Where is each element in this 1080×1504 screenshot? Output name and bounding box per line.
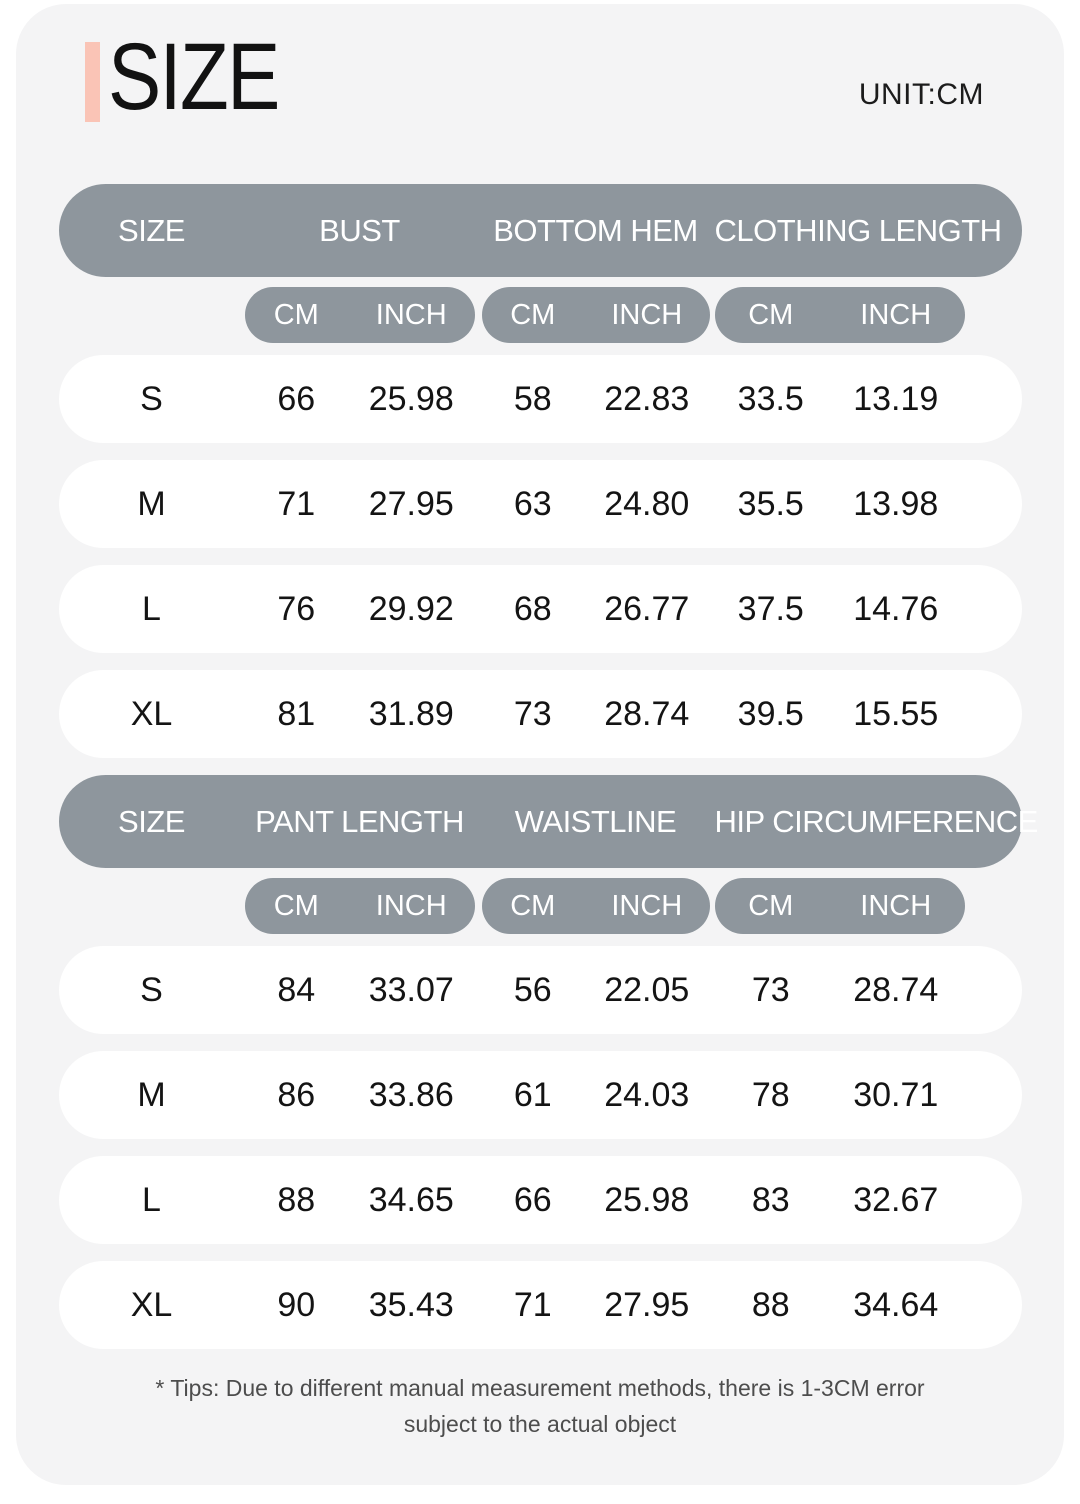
cell-value: 86 (277, 1075, 316, 1114)
table-row (59, 670, 1022, 758)
column-header-size: SIZE (118, 212, 185, 248)
cm-label: CM (510, 298, 556, 331)
unit-pill-pant-length (245, 878, 475, 934)
cell-value: 24.80 (604, 484, 690, 523)
cell-value: 35.5 (737, 484, 804, 523)
size-value: L (142, 589, 161, 628)
cell-value: 73 (751, 970, 790, 1009)
table-row (59, 946, 1022, 1034)
cell-value: 66 (513, 1180, 552, 1219)
accent-bar (85, 42, 100, 122)
cell-value: 76 (277, 589, 316, 628)
cell-value: 33.07 (368, 970, 454, 1009)
cell-value: 34.65 (368, 1180, 454, 1219)
cell-value: 30.71 (853, 1075, 939, 1114)
cell-value: 24.03 (604, 1075, 690, 1114)
inch-label: INCH (611, 298, 683, 331)
cell-value: 66 (277, 379, 316, 418)
column-header-bust: BUST (319, 212, 400, 248)
cell-value: 27.95 (368, 484, 454, 523)
column-header-pant-length: PANT LENGTH (255, 803, 464, 839)
inch-label: INCH (860, 298, 932, 331)
table-row (59, 1156, 1022, 1244)
unit-subheader-row (59, 878, 1022, 934)
size-table-tops (59, 184, 1022, 758)
table-row (59, 460, 1022, 548)
cell-value: 22.05 (604, 970, 690, 1009)
cell-value: 31.89 (368, 694, 454, 733)
unit-label: UNIT:CM (858, 78, 984, 111)
cell-value: 15.55 (853, 694, 939, 733)
unit-pill-clothing-length (715, 287, 965, 343)
size-value: XL (130, 694, 173, 733)
cell-value: 25.98 (604, 1180, 690, 1219)
cm-label: CM (748, 889, 794, 922)
column-header-clothing-length: CLOTHING LENGTH (714, 212, 1002, 248)
page-title: SIZE (108, 24, 279, 130)
cell-value: 63 (513, 484, 552, 523)
cell-value: 28.74 (853, 970, 939, 1009)
cell-value: 34.64 (853, 1285, 939, 1324)
page-header (16, 4, 1064, 130)
unit-pill-waistline (482, 878, 710, 934)
cell-value: 25.98 (368, 379, 454, 418)
tips-line-1: * Tips: Due to different manual measurement methods, there is 1-3CM error (155, 1375, 925, 1401)
unit-pill-bust (245, 287, 475, 343)
cell-value: 58 (513, 379, 552, 418)
table-row (59, 1051, 1022, 1139)
cell-value: 27.95 (604, 1285, 690, 1324)
column-header-bottom-hem: BOTTOM HEM (493, 212, 698, 248)
tips-line-2: subject to the actual object (403, 1411, 677, 1437)
column-header-hip-circumference: HIP CIRCUMFERENCE (714, 803, 1038, 839)
inch-label: INCH (375, 298, 447, 331)
table-row (59, 355, 1022, 443)
size-value: M (137, 1075, 166, 1114)
size-chart-card (16, 4, 1064, 1485)
title-block (85, 24, 311, 130)
cell-value: 78 (751, 1075, 790, 1114)
cm-label: CM (748, 298, 794, 331)
cm-label: CM (510, 889, 556, 922)
inch-label: INCH (375, 889, 447, 922)
cell-value: 37.5 (737, 589, 804, 628)
unit-subheader-row (59, 287, 1022, 343)
cell-value: 13.19 (853, 379, 939, 418)
size-value: S (140, 379, 163, 418)
cell-value: 90 (277, 1285, 316, 1324)
cell-value: 26.77 (604, 589, 690, 628)
cell-value: 33.5 (737, 379, 804, 418)
cell-value: 88 (751, 1285, 790, 1324)
size-table-bottoms (59, 775, 1038, 1349)
cm-label: CM (273, 298, 319, 331)
cell-value: 29.92 (368, 589, 454, 628)
size-value: L (142, 1180, 161, 1219)
cell-value: 71 (513, 1285, 552, 1324)
cell-value: 83 (751, 1180, 790, 1219)
cell-value: 88 (277, 1180, 316, 1219)
size-value: XL (130, 1285, 173, 1324)
cell-value: 73 (513, 694, 552, 733)
table-header-row (59, 184, 1022, 277)
cell-value: 68 (513, 589, 552, 628)
measurement-tips (16, 1370, 1064, 1442)
table-row (59, 1261, 1022, 1349)
unit-pill-hip-circumference (715, 878, 965, 934)
cell-value: 22.83 (604, 379, 690, 418)
cell-value: 84 (277, 970, 316, 1009)
cell-value: 71 (277, 484, 316, 523)
cell-value: 13.98 (853, 484, 939, 523)
cell-value: 33.86 (368, 1075, 454, 1114)
table-row (59, 565, 1022, 653)
column-header-waistline: WAISTLINE (514, 803, 677, 839)
cell-value: 61 (513, 1075, 552, 1114)
cell-value: 56 (513, 970, 552, 1009)
inch-label: INCH (611, 889, 683, 922)
cell-value: 35.43 (368, 1285, 454, 1324)
size-value: M (137, 484, 166, 523)
unit-pill-bottom-hem (482, 287, 710, 343)
cell-value: 39.5 (737, 694, 804, 733)
cell-value: 28.74 (604, 694, 690, 733)
cell-value: 14.76 (853, 589, 939, 628)
table-header-row (59, 775, 1038, 868)
column-header-size: SIZE (118, 803, 185, 839)
cell-value: 32.67 (853, 1180, 939, 1219)
cm-label: CM (273, 889, 319, 922)
size-value: S (140, 970, 163, 1009)
inch-label: INCH (860, 889, 932, 922)
cell-value: 81 (277, 694, 316, 733)
